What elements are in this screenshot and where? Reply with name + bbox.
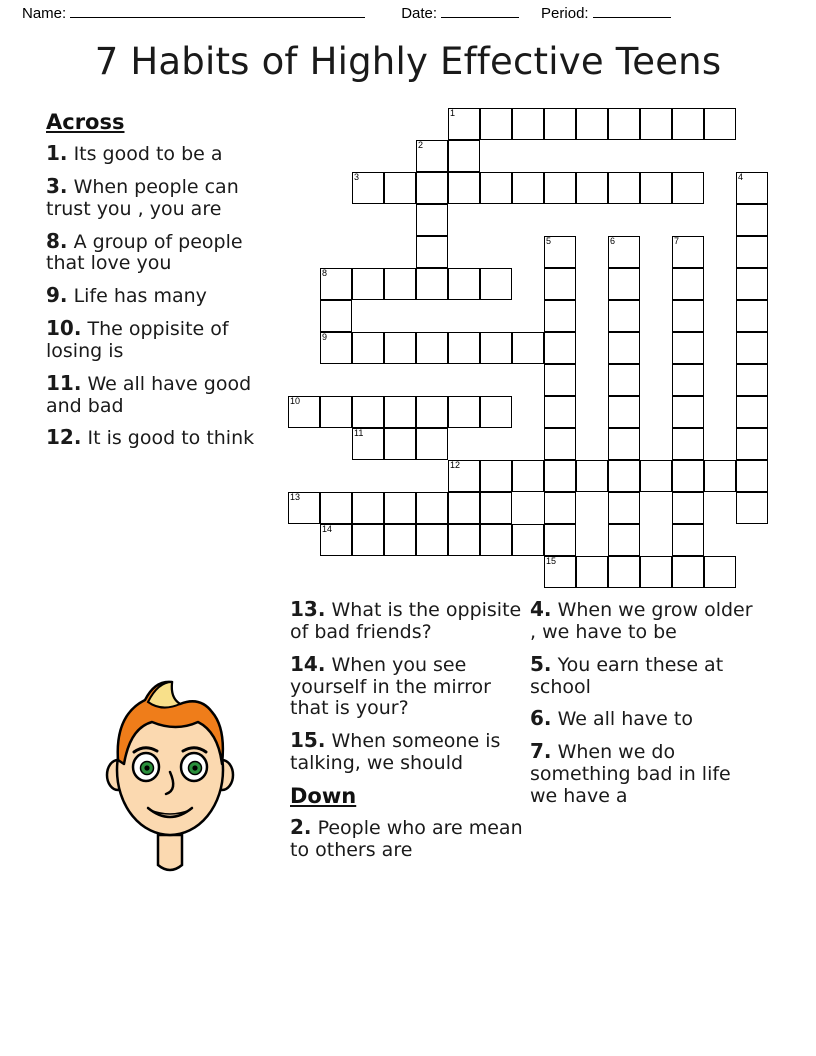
crossword-cell[interactable] — [512, 460, 544, 492]
clue-number: 14. — [290, 651, 326, 676]
crossword-cell[interactable] — [608, 556, 640, 588]
clue-text: When we grow older , we have to be — [530, 599, 753, 643]
crossword-cell[interactable] — [576, 460, 608, 492]
clue-number: 1. — [46, 141, 68, 165]
crossword-cell[interactable] — [736, 364, 768, 396]
crossword-cell[interactable] — [448, 332, 480, 364]
crossword-cell-number: 2 — [418, 140, 424, 150]
crossword-cell[interactable] — [320, 396, 352, 428]
crossword-cell[interactable] — [416, 332, 448, 364]
crossword-cell[interactable] — [416, 236, 448, 268]
clue-across-14 — [290, 653, 526, 721]
name-field[interactable] — [22, 5, 365, 22]
clue-text: What is the oppisite of bad friends? — [290, 599, 522, 643]
crossword-cell[interactable] — [448, 460, 480, 492]
cartoon-boy-face-illustration — [100, 660, 240, 890]
crossword-cell[interactable] — [416, 492, 448, 524]
clue-down-7 — [530, 740, 760, 808]
clue-across-9 — [46, 284, 284, 308]
clue-number: 4. — [530, 597, 552, 621]
clue-number: 10. — [46, 316, 82, 341]
crossword-cell[interactable] — [448, 108, 480, 140]
clue-across-15 — [290, 729, 526, 775]
crossword-cell[interactable] — [480, 268, 512, 300]
date-input-rule[interactable] — [441, 5, 519, 18]
across-heading: Across — [46, 110, 125, 134]
clue-text: When you see yourself in the mirror that is your? — [290, 653, 491, 720]
clue-across-12 — [46, 426, 284, 450]
crossword-cell[interactable] — [320, 332, 352, 364]
crossword-cell[interactable] — [384, 428, 416, 460]
across-clues-column — [46, 110, 284, 459]
crossword-cell[interactable] — [352, 396, 384, 428]
crossword-cell[interactable] — [704, 108, 736, 140]
crossword-cell[interactable] — [512, 332, 544, 364]
crossword-cell-number: 3 — [354, 172, 360, 182]
crossword-cell[interactable] — [320, 300, 352, 332]
clue-number: 9. — [46, 283, 68, 308]
crossword-cell[interactable] — [736, 172, 768, 204]
crossword-cell[interactable] — [512, 524, 544, 556]
clue-text: Its good to be a — [73, 143, 223, 165]
clue-text: People who are mean to others are — [290, 816, 523, 861]
crossword-cell[interactable] — [704, 460, 736, 492]
crossword-cell[interactable] — [640, 460, 672, 492]
crossword-cell[interactable] — [736, 236, 768, 268]
crossword-cell[interactable] — [544, 268, 576, 300]
crossword-cell[interactable] — [384, 268, 416, 300]
clue-across-13 — [290, 598, 526, 644]
crossword-cell[interactable] — [544, 492, 576, 524]
clue-number: 12. — [46, 425, 82, 450]
crossword-cell-number: 4 — [738, 172, 744, 182]
crossword-cell[interactable] — [640, 556, 672, 588]
clue-text: The oppisite of losing is — [46, 318, 229, 362]
crossword-cell-number: 15 — [546, 556, 557, 566]
crossword-cell[interactable] — [544, 300, 576, 332]
clue-number: 13. — [290, 597, 326, 621]
crossword-cell[interactable] — [480, 108, 512, 140]
crossword-cell-number: 14 — [322, 524, 333, 534]
crossword-cell[interactable] — [736, 396, 768, 428]
name-label: Name: — [22, 4, 67, 22]
crossword-cell[interactable] — [672, 300, 704, 332]
crossword-cell[interactable] — [736, 332, 768, 364]
crossword-cell[interactable] — [672, 428, 704, 460]
crossword-cell-number: 10 — [290, 396, 301, 406]
crossword-cell[interactable] — [672, 108, 704, 140]
clue-across-3 — [46, 175, 284, 221]
crossword-cell[interactable] — [672, 460, 704, 492]
crossword-cell[interactable] — [352, 268, 384, 300]
crossword-cell[interactable] — [672, 556, 704, 588]
period-input-rule[interactable] — [593, 5, 671, 18]
crossword-cell[interactable] — [576, 556, 608, 588]
worksheet-header — [0, 0, 816, 26]
crossword-cell[interactable] — [448, 396, 480, 428]
clue-number: 2. — [290, 814, 312, 839]
crossword-cell-number: 11 — [354, 428, 364, 438]
crossword-cell[interactable] — [736, 460, 768, 492]
crossword-cell[interactable] — [736, 300, 768, 332]
crossword-cell[interactable] — [608, 396, 640, 428]
crossword-cell[interactable] — [672, 492, 704, 524]
crossword-cell[interactable] — [416, 140, 448, 172]
crossword-cell[interactable] — [608, 268, 640, 300]
crossword-cell[interactable] — [384, 524, 416, 556]
crossword-cell-number: 6 — [610, 236, 616, 246]
clue-down-5 — [530, 653, 760, 699]
clue-across-11 — [46, 372, 284, 418]
crossword-cell-number: 9 — [322, 332, 328, 342]
crossword-cell[interactable] — [352, 492, 384, 524]
clue-number: 7. — [530, 739, 552, 764]
crossword-cell[interactable] — [512, 108, 544, 140]
crossword-cell[interactable] — [416, 428, 448, 460]
crossword-cell[interactable] — [736, 428, 768, 460]
crossword-cell-number: 1 — [450, 108, 456, 118]
crossword-cell[interactable] — [608, 332, 640, 364]
crossword-cell[interactable] — [544, 172, 576, 204]
crossword-cell[interactable] — [352, 332, 384, 364]
crossword-cell[interactable] — [352, 172, 384, 204]
clue-text: It is good to think — [87, 427, 255, 450]
crossword-cell[interactable] — [448, 140, 480, 172]
crossword-cell[interactable] — [608, 460, 640, 492]
crossword-cell[interactable] — [352, 428, 384, 460]
name-input-rule[interactable] — [70, 5, 365, 18]
crossword-cell[interactable] — [288, 492, 320, 524]
crossword-cell[interactable] — [544, 364, 576, 396]
crossword-cell[interactable] — [416, 204, 448, 236]
crossword-grid[interactable] — [288, 108, 772, 588]
clue-number: 6. — [530, 706, 552, 731]
crossword-cell[interactable] — [608, 108, 640, 140]
clue-down-4 — [530, 598, 760, 644]
crossword-cell[interactable] — [672, 172, 704, 204]
date-label: Date: — [401, 4, 438, 22]
crossword-cell-number: 5 — [546, 236, 552, 246]
crossword-cell[interactable] — [544, 556, 576, 588]
clue-down-2 — [290, 816, 526, 862]
crossword-cell[interactable] — [352, 524, 384, 556]
crossword-cell[interactable] — [384, 172, 416, 204]
crossword-cell[interactable] — [448, 268, 480, 300]
crossword-cell[interactable] — [480, 492, 512, 524]
period-label: Period: — [541, 4, 589, 22]
crossword-cell[interactable] — [544, 428, 576, 460]
clue-number: 5. — [530, 651, 552, 676]
crossword-cell[interactable] — [416, 524, 448, 556]
crossword-cell[interactable] — [608, 364, 640, 396]
crossword-cell[interactable] — [480, 460, 512, 492]
clue-text: You earn these at school — [530, 653, 724, 698]
clue-down-6 — [530, 707, 760, 731]
date-field[interactable] — [401, 5, 519, 22]
clue-across-1 — [46, 142, 284, 166]
crossword-cell[interactable] — [576, 108, 608, 140]
crossword-cell-number: 8 — [322, 268, 328, 278]
crossword-cell[interactable] — [704, 556, 736, 588]
clue-across-10 — [46, 317, 284, 363]
crossword-cell[interactable] — [672, 396, 704, 428]
crossword-cell-number: 12 — [450, 460, 461, 470]
crossword-cell[interactable] — [544, 460, 576, 492]
crossword-cell[interactable] — [640, 108, 672, 140]
crossword-cell[interactable] — [384, 396, 416, 428]
crossword-cell[interactable] — [480, 396, 512, 428]
crossword-cell[interactable] — [736, 204, 768, 236]
page-title: 7 Habits of Highly Effective Teens — [94, 40, 722, 83]
crossword-cell[interactable] — [480, 332, 512, 364]
clue-number: 8. — [46, 228, 68, 253]
crossword-cell[interactable] — [288, 396, 320, 428]
crossword-cell[interactable] — [608, 524, 640, 556]
crossword-cell[interactable] — [608, 172, 640, 204]
crossword-cell-number: 7 — [674, 236, 680, 246]
crossword-cell[interactable] — [672, 332, 704, 364]
crossword-cell[interactable] — [320, 492, 352, 524]
crossword-cell[interactable] — [448, 492, 480, 524]
crossword-cell[interactable] — [544, 108, 576, 140]
crossword-cell[interactable] — [544, 524, 576, 556]
crossword-cell[interactable] — [576, 172, 608, 204]
clue-text: When we do something bad in life we have a — [530, 741, 731, 807]
crossword-cell-number: 13 — [290, 492, 301, 502]
crossword-cell[interactable] — [544, 332, 576, 364]
crossword-cell[interactable] — [544, 396, 576, 428]
crossword-cell[interactable] — [672, 236, 704, 268]
crossword-cell[interactable] — [384, 492, 416, 524]
clue-number: 3. — [46, 173, 68, 198]
crossword-cell[interactable] — [640, 172, 672, 204]
clue-across-8 — [46, 230, 284, 276]
crossword-cell[interactable] — [384, 332, 416, 364]
crossword-cell[interactable] — [512, 172, 544, 204]
clue-number: 11. — [46, 370, 82, 395]
clue-text: When someone is talking, we should — [290, 730, 501, 775]
clue-text: Life has many — [73, 285, 207, 308]
crossword-cell[interactable] — [480, 172, 512, 204]
crossword-cell[interactable] — [544, 236, 576, 268]
crossword-cell[interactable] — [672, 524, 704, 556]
crossword-cell[interactable] — [448, 524, 480, 556]
clue-text: A group of people that love you — [46, 230, 243, 275]
crossword-cell[interactable] — [608, 428, 640, 460]
clue-text: We all have good and bad — [46, 372, 252, 417]
across-clues-continued-column — [290, 598, 526, 871]
crossword-cell[interactable] — [320, 268, 352, 300]
clue-number: 15. — [290, 728, 326, 753]
crossword-cell[interactable] — [416, 396, 448, 428]
crossword-cell[interactable] — [608, 300, 640, 332]
crossword-cell[interactable] — [448, 172, 480, 204]
crossword-cell[interactable] — [608, 492, 640, 524]
crossword-cell[interactable] — [416, 268, 448, 300]
crossword-cell[interactable] — [480, 524, 512, 556]
crossword-cell[interactable] — [672, 268, 704, 300]
crossword-cell[interactable] — [320, 524, 352, 556]
clue-text: We all have to — [557, 708, 693, 731]
clue-text: When people can trust you , you are — [46, 175, 239, 220]
crossword-cell[interactable] — [736, 268, 768, 300]
down-clues-column — [530, 598, 760, 817]
crossword-cell[interactable] — [672, 364, 704, 396]
crossword-cell[interactable] — [736, 492, 768, 524]
period-field[interactable] — [541, 5, 671, 22]
crossword-cell[interactable] — [608, 236, 640, 268]
crossword-cell[interactable] — [416, 172, 448, 204]
down-heading: Down — [290, 783, 357, 808]
